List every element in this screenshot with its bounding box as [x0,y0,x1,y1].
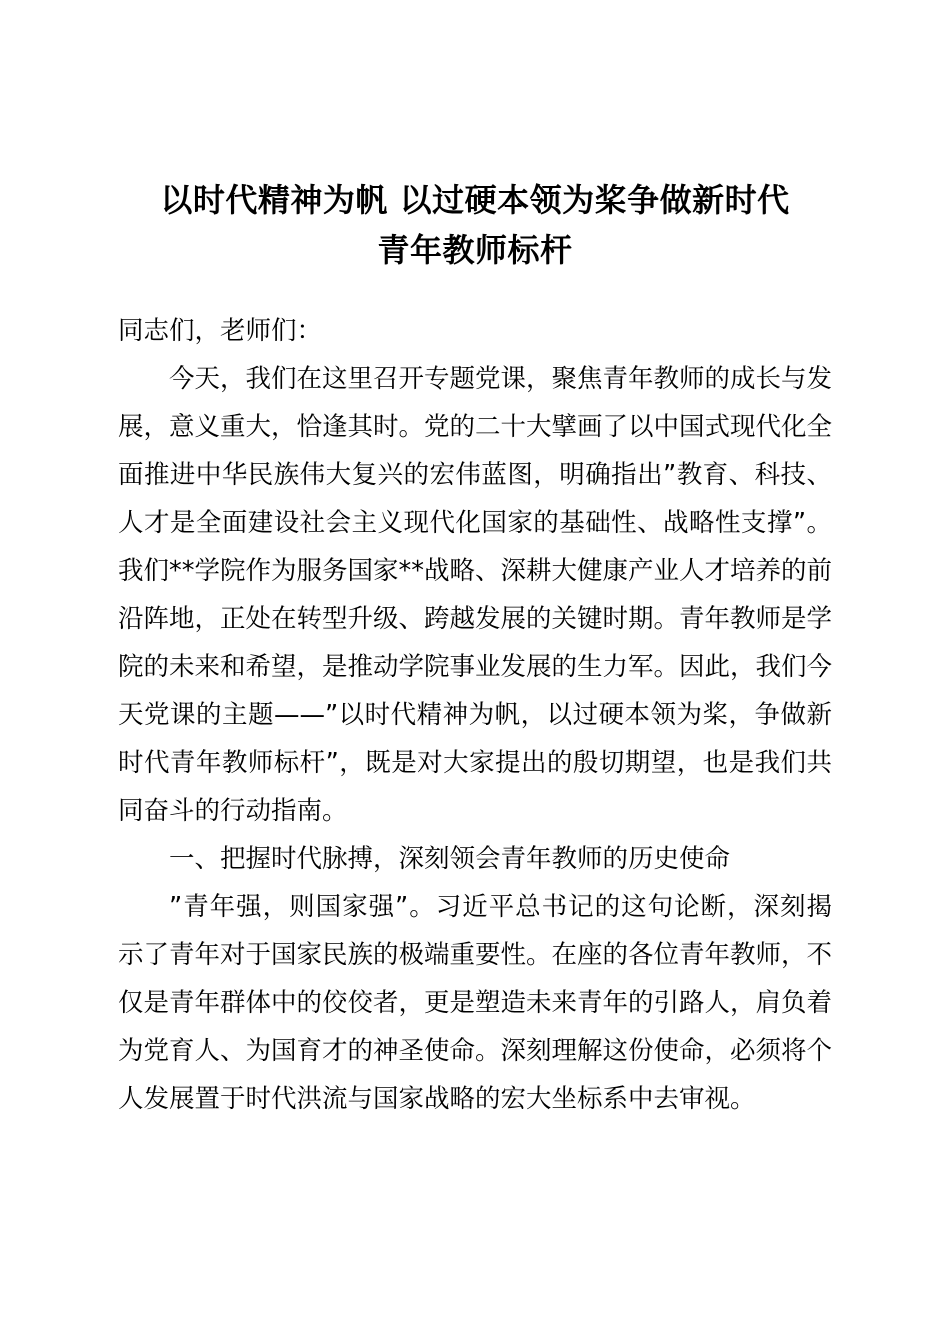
page-title-line-1: 以时代精神为帆 以过硬本领为桨争做新时代 [160,181,790,219]
document-body [118,307,832,1123]
paragraph-section-1-body: ”青年强，则国家强”。习近平总书记的这句论断，深刻揭示了青年对于国家民族的极端重要性。在座的各位青年教师，不仅是青年群体中的佼佼者，更是塑造未来青年的引路人，肩负着为党育人、为国育才的神圣使命。深刻理解这份使命，必须将个人发展置于时代洪流与国家战略的宏大坐标系中去审视。 [118,892,833,1114]
salutation: 同志们，老师们： [118,316,323,346]
section-heading-1: 一、把握时代脉搏，深刻领会青年教师的历史使命 [169,844,731,874]
page-title-line-2: 青年教师标杆 [377,231,573,269]
page-title [118,0,832,275]
paragraph-opening: 今天，我们在这里召开专题党课，聚焦青年教师的成长与发展，意义重大，恰逢其时。党的二十大擘画了以中国式现代化全面推进中华民族伟大复兴的宏伟蓝图，明确指出”教育、科技、人才是全面建设社会主义现代化国家的基础性、战略性支撑”。我们**学院作为服务国家**战略、深耕大健康产业人才培养的前沿阵地，正处在转型升级、跨越发展的关键时期。青年教师是学院的未来和希望，是推动学院事业发展的生力军。因此，我们今天党课的主题——”以时代精神为帆，以过硬本领为桨，争做新时代青年教师标杆”，既是对大家提出的殷切期望，也是我们共同奋斗的行动指南。 [118,364,833,826]
